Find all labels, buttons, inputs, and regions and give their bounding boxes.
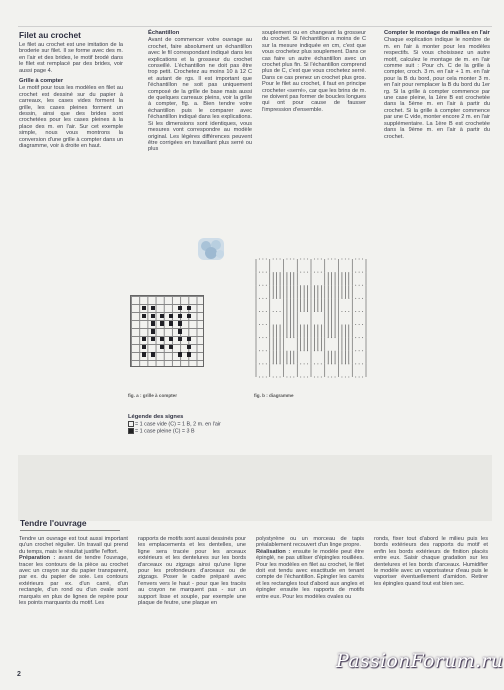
chain-stitch [259,272,260,273]
legend-empty-label: = 1 case vide (C) = 1 B, 2 m. en l'air [135,421,221,428]
chain-stitch [331,259,332,260]
chain-stitch [355,298,356,299]
section-title-filet: Filet au crochet [19,30,81,40]
filled-cell [178,321,182,325]
chain-stitch [359,337,360,338]
intro-paragraph: Le filet au crochet est une imitation de la broderie sur filet. Il se forme avec des m. en l'air et des brides, le motif brodé dans le filet est remplacé par des brides, voir aussi page 4. [19,42,123,74]
chain-stitch [273,298,274,299]
page-number: 2 [17,671,21,678]
chain-stitch [293,377,294,378]
chain-stitch [362,298,363,299]
chain-stitch [317,363,318,364]
chain-stitch [262,285,263,286]
chain-stitch [341,298,342,299]
chain-stitch [359,259,360,260]
chain-stitch [362,377,363,378]
chain-stitch [259,311,260,312]
filled-cell [169,321,173,325]
chain-stitch [317,311,318,312]
chain-stitch [355,350,356,351]
filled-cell [178,352,182,356]
section-rule [20,530,120,531]
chain-stitch [276,298,277,299]
bottom-col3-text: polystyrène ou un morceau de tapis préalablement recouvert d'un linge propre. [256,536,364,549]
section-title-tendre: Tendre l'ouvrage [20,518,87,528]
grille-heading: Grille à compter [19,78,64,85]
figure-a-caption: fig. a : grille à compter [128,393,178,398]
figure-b-caption: fig. b : diagramme [254,393,294,398]
filled-cell [151,314,155,318]
filled-cell [187,337,191,341]
chain-stitch [266,272,267,273]
filled-square-icon [128,428,134,434]
filled-cell [142,314,146,318]
chain-stitch [266,259,267,260]
chain-stitch [362,311,363,312]
legend-empty-row [128,421,221,428]
preparation-label: Préparation : [19,555,56,562]
filled-cell [160,337,164,341]
column-1 [19,42,123,150]
chain-stitch [300,311,301,312]
chain-stitch [335,363,336,364]
chain-stitch [355,259,356,260]
bottom-col1-intro: Tendre un ouvrage est tout aussi important qu'un crochet régulier. Un travail qui prend du temps, mais le résultat justifie l'effort. [19,536,128,555]
chain-stitch [314,363,315,364]
chain-stitch [307,259,308,260]
chain-stitch [266,350,267,351]
chain-stitch [266,363,267,364]
chain-stitch [314,272,315,273]
chain-stitch [290,259,291,260]
chain-stitch [307,377,308,378]
chain-stitch [259,350,260,351]
chain-stitch [262,377,263,378]
chain-stitch [359,324,360,325]
chain-stitch [355,272,356,273]
counting-grid-figure [130,295,204,367]
chain-stitch [286,377,287,378]
chain-stitch [273,377,274,378]
column-4 [384,30,490,140]
chain-stitch [304,350,305,351]
chain-stitch [266,298,267,299]
chain-stitch [266,337,267,338]
filled-cell [187,352,191,356]
chain-stitch [345,377,346,378]
chain-stitch [266,311,267,312]
chain-stitch [348,311,349,312]
chain-stitch [345,311,346,312]
chain-stitch [259,377,260,378]
blank-band [18,455,492,521]
chain-stitch [331,363,332,364]
chain-stitch [290,363,291,364]
chain-stitch [276,311,277,312]
chain-stitch [335,377,336,378]
chain-stitch [331,377,332,378]
filled-cell [178,329,182,333]
chain-stitch [345,298,346,299]
chain-stitch [259,363,260,364]
chain-stitch [321,272,322,273]
chain-stitch [362,324,363,325]
chain-stitch [266,285,267,286]
filled-cell [160,345,164,349]
legend-title: Légende des signes [128,414,184,420]
chain-stitch [280,363,281,364]
chain-stitch [307,363,308,364]
chain-stitch [359,350,360,351]
chain-stitch [300,377,301,378]
chain-stitch [293,259,294,260]
chain-stitch [273,363,274,364]
chain-stitch [276,377,277,378]
filled-cell [187,306,191,310]
chain-stitch [307,311,308,312]
chain-stitch [328,363,329,364]
chain-stitch [328,259,329,260]
chain-stitch [307,272,308,273]
legend [128,414,221,436]
chain-stitch [321,377,322,378]
chain-stitch [355,285,356,286]
filled-cell [142,352,146,356]
chain-stitch [262,311,263,312]
legend-full-row [128,428,221,435]
grille-paragraph: Le motif pour tous les modèles en filet au crochet est dessiné sur du papier à carreaux, les cases vides forment la grille, les cases pleines forment un dessin, ainsi que des brides sont crochetées pour les cases pleines à la place des m. en l'air. Sur cet exemple simple, nous vous montrons la conversion d'une grille à compter dans un diagramme, voir à droite en haut. [19,85,123,150]
chain-stitch [259,298,260,299]
chain-stitch [317,259,318,260]
chain-stitch [266,377,267,378]
bottom-col2-text: rapports de motifs sont aussi dessinés pour les emplacements et les dentelles, une ligne sera tracée pour les arceaux extérieurs et les dentelures sur les bords d'arceaux ou zigzags ainsi qu'une ligne pour les profondeurs d'arceaux ou de zigzags. Poser le cadre préparé avec l'envers vers le haut - pour que les tracés au crayon ne marquent pas - sur un support lisse et souple, par exemple une plaque de feutre, une plaque en [138,536,246,607]
legend-full-label: = 1 case pleine (C) = 3 B [135,428,195,435]
chain-stitch [290,337,291,338]
bottom-column-1 [19,536,128,606]
filled-cell [169,345,173,349]
filled-cell [178,337,182,341]
chain-stitch [286,259,287,260]
chain-stitch [262,298,263,299]
chain-stitch [259,285,260,286]
chain-stitch [335,337,336,338]
chain-stitch [362,363,363,364]
chain-stitch [355,377,356,378]
chain-stitch [286,363,287,364]
bottom-col4-text: ronds, fixer tout d'abord le milieu puis les bords extérieurs des rapports du motif et enfin les bords extérieurs de finition placés entre eux. Saisir chaque gradation sur les dentelures et les bords d'arceaux. Humidifier le modèle avec un vaporisateur d'eau puis le vaporiser éventuellement d'amidon. Retirer les épingles quand tout est bien sec. [374,536,488,587]
chain-stitch [348,259,349,260]
filled-cell [142,306,146,310]
chain-stitch [262,324,263,325]
chain-stitch [259,337,260,338]
chain-stitch [317,272,318,273]
chain-stitch [321,311,322,312]
filled-cell [160,314,164,318]
chain-stitch [273,311,274,312]
filled-cell [151,337,155,341]
chain-stitch [280,259,281,260]
chain-stitch [359,285,360,286]
chain-stitch [314,259,315,260]
bottom-column-4 [374,536,488,587]
chain-stitch [328,337,329,338]
chain-stitch [321,363,322,364]
chain-stitch [345,363,346,364]
chain-stitch [359,311,360,312]
filled-cell [187,345,191,349]
chain-stitch [280,377,281,378]
chain-stitch [348,377,349,378]
chain-stitch [362,272,363,273]
top-rule [18,26,492,27]
filled-cell [151,321,155,325]
filled-cell [169,337,173,341]
realisation-label: Réalisation : [256,548,291,555]
chain-stitch [300,363,301,364]
chain-stitch [341,259,342,260]
chain-stitch [304,259,305,260]
chain-stitch [262,350,263,351]
filled-cell [151,306,155,310]
chain-stitch [345,259,346,260]
filled-cell [151,352,155,356]
filled-cell [187,314,191,318]
chain-stitch [304,363,305,364]
chain-stitch [300,350,301,351]
chain-stitch [341,311,342,312]
chain-stitch [335,259,336,260]
chain-stitch [317,350,318,351]
echantillon-heading: Échantillon [148,30,180,36]
column-3 [262,30,366,113]
chain-stitch [276,259,277,260]
montage-paragraph: Chaque explication indique le nombre de m. en l'air à monter pour les modèles respectifs. Si vous choisissez un autre motif, calculez le montage de m. en l'air comme suit : Pour ch. C de la grille à compter, croch. 3 m. en l'air + 1 m. en l'air pour la B du bord, pour cela monter 3 m. en l'air pour remplacer la B du bord du 1er rg. Si la grille à compter commence par une case pleine, la 1ère B est crochetée dans la 5ème m. en l'air à partir du crochet. Si la grille à compter commence par une C vide, monter encore 2 m. en l'air supplémentaire. La 1ère B est crochetée dans la 9ème m. en l'air à partir du crochet. [384,37,490,140]
chain-stitch [341,377,342,378]
chain-stitch [300,259,301,260]
chain-stitch [259,324,260,325]
chain-stitch [304,272,305,273]
chain-stitch [317,377,318,378]
bottom-column-3 [256,536,364,600]
chain-stitch [273,259,274,260]
filled-cell [169,314,173,318]
chain-stitch [341,363,342,364]
chain-stitch [321,350,322,351]
chain-stitch [355,324,356,325]
chain-stitch [314,350,315,351]
chain-stitch [259,259,260,260]
chain-stitch [262,272,263,273]
crochet-diagram-figure [254,257,368,379]
chain-stitch [262,259,263,260]
chain-stitch [280,311,281,312]
chain-stitch [321,259,322,260]
chain-stitch [304,311,305,312]
chain-stitch [355,363,356,364]
chain-stitch [355,337,356,338]
echantillon-paragraph: Avant de commencer votre ouvrage au crochet, faire absolument un échantillon avec le fil correspondant indiqué dans les explications et la grosseur du crochet conseillé. L'échantillon ne doit pas être trop petit. Crochetez au moins 10 à 12 C et autant de rgs. Il est important que l'échantillon ne soit pas uniquement composé de la grille de base mais aussi de quelques carreaux pleins, voir la grille à compter, fig. a. Bien tendre votre échantillon puis le comparer avec l'échantillon indiqué dans les explications. Si les dimensions sont identiques, vous mesures vont correspondre au modèle original. Les légères différences peuvent être corrigées en travaillant plus serré ou plus [148,37,252,153]
filled-cell [160,321,164,325]
chain-stitch [314,311,315,312]
chain-stitch [328,377,329,378]
chain-stitch [348,363,349,364]
chain-stitch [362,350,363,351]
preparation-text: avant de tendre l'ouvrage, tracer les contours de la pièce au crochet avec un crayon sur du papier transparent, par ex. du papier de soie. Les contours extérieurs par ex. d'un carré, d'un rectangle, d'un rond ou d'un ovale sont marqués en plus de lignes de repère pour les points marquants du motif. Les [19,555,128,607]
chain-stitch [362,285,363,286]
chain-stitch [293,337,294,338]
chain-stitch [362,337,363,338]
realisation-text: ensuite le modèle peut être épinglé, ne pas utiliser d'épingles rouillées. Pour les modèles en filet au crochet, le filet doit est tendu avec exactitude en tenant compte de l'échantillon. Épingler les carrés et les rectangles tout d'abord aux angles et épingler ensuite les rapports de motifs entre eux. Pour les modèles ovales ou [256,548,365,600]
chain-stitch [276,363,277,364]
bottom-column-2 [138,536,246,606]
chain-stitch [286,337,287,338]
filled-cell [178,306,182,310]
chain-stitch [307,350,308,351]
empty-square-icon [128,421,134,427]
column-2 [148,30,252,153]
crochet-sample-photo [196,234,228,264]
chain-stitch [331,337,332,338]
filled-cell [142,337,146,341]
chain-stitch [300,272,301,273]
chain-stitch [266,324,267,325]
chain-stitch [280,298,281,299]
filled-cell [142,345,146,349]
chain-stitch [262,363,263,364]
chain-stitch [359,363,360,364]
chain-stitch [262,337,263,338]
chain-stitch [290,377,291,378]
filled-cell [178,314,182,318]
chain-stitch [293,363,294,364]
montage-heading: Compter le montage de mailles en l'air [384,30,490,36]
chain-stitch [314,377,315,378]
filled-cell [151,329,155,333]
chain-stitch [359,272,360,273]
chain-stitch [348,298,349,299]
chain-stitch [304,377,305,378]
watermark-logo: PassionForum.ru [336,650,504,672]
chain-stitch [362,259,363,260]
column-3-paragraph: souplement ou en changeant la grosseur du crochet. Si l'échantillon a moins de C sur la mesure indiquée en cm, c'est que vous crochetez plus souplement. Dans ce cas faire un autre échantillon avec un crochet plus fin. Si l'échantillon comprend plus de C, c'est que vous crochetez serré. Dans ce cas prenez un crochet plus gros. Pour le filet au crochet, il faut en principe crocheter «serré», car que les brins de m. ne doivent pas former de boucles longues qui ont pour cause de fausser l'impression d'ensemble. [262,30,366,113]
chain-stitch [359,298,360,299]
chain-stitch [359,377,360,378]
chain-stitch [355,311,356,312]
